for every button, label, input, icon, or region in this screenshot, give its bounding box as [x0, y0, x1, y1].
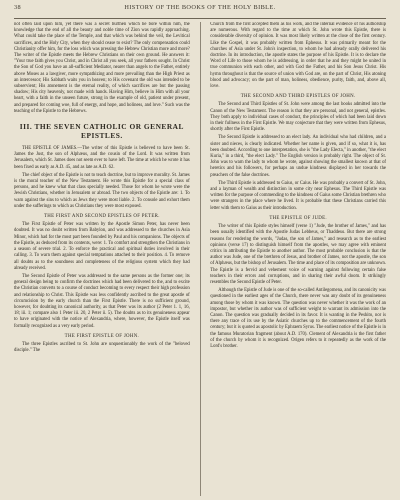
paragraph: The writer of this Epistle styles himself (verse 1) "Jude, the brother of James," and has been usually identified with the Apostle Judas Lebbeus, or Thaddeus. But there are strong reasons for rendering the words, "Judas, the son of James," and research as to the earliest opinions (verse 17) to distinguish himself from the apostles, we may agree with eminent critics in attributing the Epistle to another author. The most probable conclusion is that the author was Jude, one of the brethren of Jesus, and brother of James, not the apostle, the son of Alphæus, but the bishop of Jerusalem. The time and place of its composition are unknown. The Epistle is a fervid and vehement voice of warning against following certain false teachers in their errors and corruptions, and in sharing their awful doom. It strikingly resembles the Second Epistle of Peter.	[210, 224, 386, 285]
header-rule	[14, 18, 386, 19]
page-number: 38	[14, 4, 22, 11]
paragraph: Church from the first accepted them as his work, and the internal evidence of his authorship are numerous. With regard to the time at which St. John wrote this Epistle, there is considerable diversity of opinion. It was most likely written at the close of the first century. Like the Gospel, it was probably written from Ephesus. It was primarily meant for the churches of Asia under St. John's inspection, to whom he had already orally delivered his doctrine. In its introduction, the apostle states the purpose of his Epistle. It is to declare the Word of Life to those whom he is addressing, in order that he and they might be united in true communion with each other, and with God the Father, and his Son Jesus Christ. His hymn throughout is that the source of union with God are, on the part of Christ, His atoning blood and advocacy; on the part of man, holiness, obedience, purity, faith, and, above all, love.	[210, 22, 386, 90]
part-heading: III. THE SEVEN CATHOLIC OR GENERAL EPISTLES.	[19, 122, 184, 141]
paragraph: The First Epistle of Peter was written by the Apostle Simon Peter, has never been doubted. It was no doubt written from Babylon, and was addressed to the churches in Asia Minor, which had for the most part been founded by Paul and his companions. The objects of the Epistle, as deduced from its contents, were: 1. To comfort and strengthen the Christians in a season of severe trial. 2. To enforce the practical and spiritual duties involved in their calling. 3. To warn them against special temptations attached to their position. 4. To remove all doubts as to the soundness and completeness of the religious system which they had already received.	[14, 222, 190, 271]
paragraph: THE EPISTLE OF JAMES.—The writer of this Epistle is believed to have been St. James the Just, the son of Alphæus, and the cousin of the Lord. It was written from Jerusalem, which St. James does not seem ever to have left. The time at which he wrote it has been fixed as early as A.D. 45, and as late as A.D. 62.	[14, 146, 190, 170]
right-column	[210, 22, 386, 496]
column-divider	[200, 22, 201, 496]
paragraph: The Third Epistle is addressed to Gaius, or Caius. He was probably a convert of St. John, and a layman of wealth and distinction in some city near Ephesus. The Third Epistle was written for the purpose of commending to the kindness of Gaius some Christian brethren who were strangers in the place where he lived. It is probable that these Christians carried this letter with them to Gaius as their introduction.	[210, 180, 386, 211]
paragraph: The Second Epistle is addressed to an elect lady. An individual who had children, and a sister and nieces, is clearly indicated. Whether her name is given, and if so, what it is, has been doubted. According to one interpretation, she is "the Lady Electa," in another, "the elect Kuria," in a third, "the elect Lady." The English version is probably right. The object of St. John was to warn the lady to whom he wrote, against showing the smallest known at that of heretics and his followers, for perhaps an undue kindness displayed in her towards the preachers of the false doctrines.	[210, 135, 386, 178]
section-heading: THE EPISTLE OF JUDE.	[269, 215, 327, 221]
paragraph: not often laid upon him, yet there was a secret burthen which he bore within him, the knowledge that the end of all the beauty and noble time of Zion was rapidly approaching. What could take the place of the Temple, and that which was behind the veil, the Levitical sacrifices, and the Holy City, when they should cease to exist? The only compensation could Christianity offer him, for the loss which was pressing the Hebrew Christian more and more? The writer of the Epistle meets the Hebrew Christians on their own ground. He answers it: "Your true faith gives you Christ, and in Christ all you seek, all your fathers sought. In Christ the Son of God you have an all-sufficient Mediator, nearer than angels to the Father, entirely above Moses as a lawgiver, more sympathizing and more prevailing than the High Priest as an intercessor; His Sabbath waits you in heaven; to His covenant the old was intended to be subservient; His atonement is the eternal reality, of which sacrifices are but the passing shadow; His city heavenly, not made with hands. Having Him, believe in Him with all your heart, with a faith in the unseen future, strong in the example of old, patient under present, and prepared for coming woe, full of energy, and hope, and holiness, and love." Such was the teaching of the Epistle to the Hebrews.	[14, 22, 190, 114]
section-heading: THE FIRST AND SECOND EPISTLES OF PETER.	[43, 214, 160, 220]
running-title: HISTORY OF THE BOOKS OF THE HOLY BIBLE.	[124, 4, 276, 11]
text-columns	[14, 22, 386, 496]
paragraph: The Second Epistle of Peter was addressed to the same persons as the former one; its general design being to confirm the doctrines which had been delivered to the, and to excite the Christian converts to a course of conduct becoming to every respect their high profession and relationship to Christ. This Epistle was less confidently ascribed to the great apostle of circumcision by the early church than the First Epistle. There is no sufficient ground, however, for doubting its canonical authority, as that Peter was its author (2 Peter 1. 1, 16, 18; iii. 1; compare also 1 Peter iii. 20, 2 Peter ii. 5). The doubts as to its genuineness appear to have originated with the notice of Alexandria, where, however, the Epistle itself was formally recognized as a very early period.	[14, 273, 190, 329]
paragraph: The chief object of the Epistle is not to teach doctrine, but to improve morality. St. James is the moral teacher of the New Testament. He wrote this Epistle for a special class of persons, and he knew what that class specially needed. Those for whom he wrote were the Jewish Christians, whether in Jerusalem or abroad. The two objects of the Epistle are: 1. To warn against the sins to which as Jews they were most liable. 2. To console and exhort them under the sufferings to which as Christians they were most exposed.	[14, 172, 190, 209]
section-heading: THE FIRST EPISTLE OF JOHN.	[64, 333, 140, 339]
paragraph: The Second and Third Epistles of St. John were among the last books admitted into the Canon of the New Testament. The reason is that they are personal, and not general, epistles. They both apply to individual cases of conduct, the principles of which had been laid down in their fullness in the First Epistle. We may conjecture that they were written from Ephesus, shortly after the First Epistle.	[210, 102, 386, 133]
section-heading: THE SECOND AND THIRD EPISTLES OF JOHN.	[240, 94, 356, 100]
left-column	[14, 22, 190, 496]
paragraph: Although the Epistle of Jude is one of the so-called Antilegomena, and its canonicity was questioned in the earliest ages of the Church, there never was any doubt of its genuineness among those by whom it was known. The question was never whether it was the work of an impostor, but whether its author was of sufficient weight to warrant its admission into the Canon. The question was gradually decided in its favor. It is wanting in the Peshito, nor is there any trace of its use by the Asiatic churches up to the commencement of the fourth century; but it is quoted as apostolic by Ephraem Syrus. The earliest notice of the Epistle is in the famous Muratorian fragment (about A.D. 170). Clement of Alexandria is the first father of the church by whom it is recognized. Origen refers to it repeatedly as the work of the Lord's brother.	[210, 288, 386, 349]
paragraph: The three Epistles ascribed to St. John are unquestionably the work of the "beloved disciple." The	[14, 341, 190, 354]
